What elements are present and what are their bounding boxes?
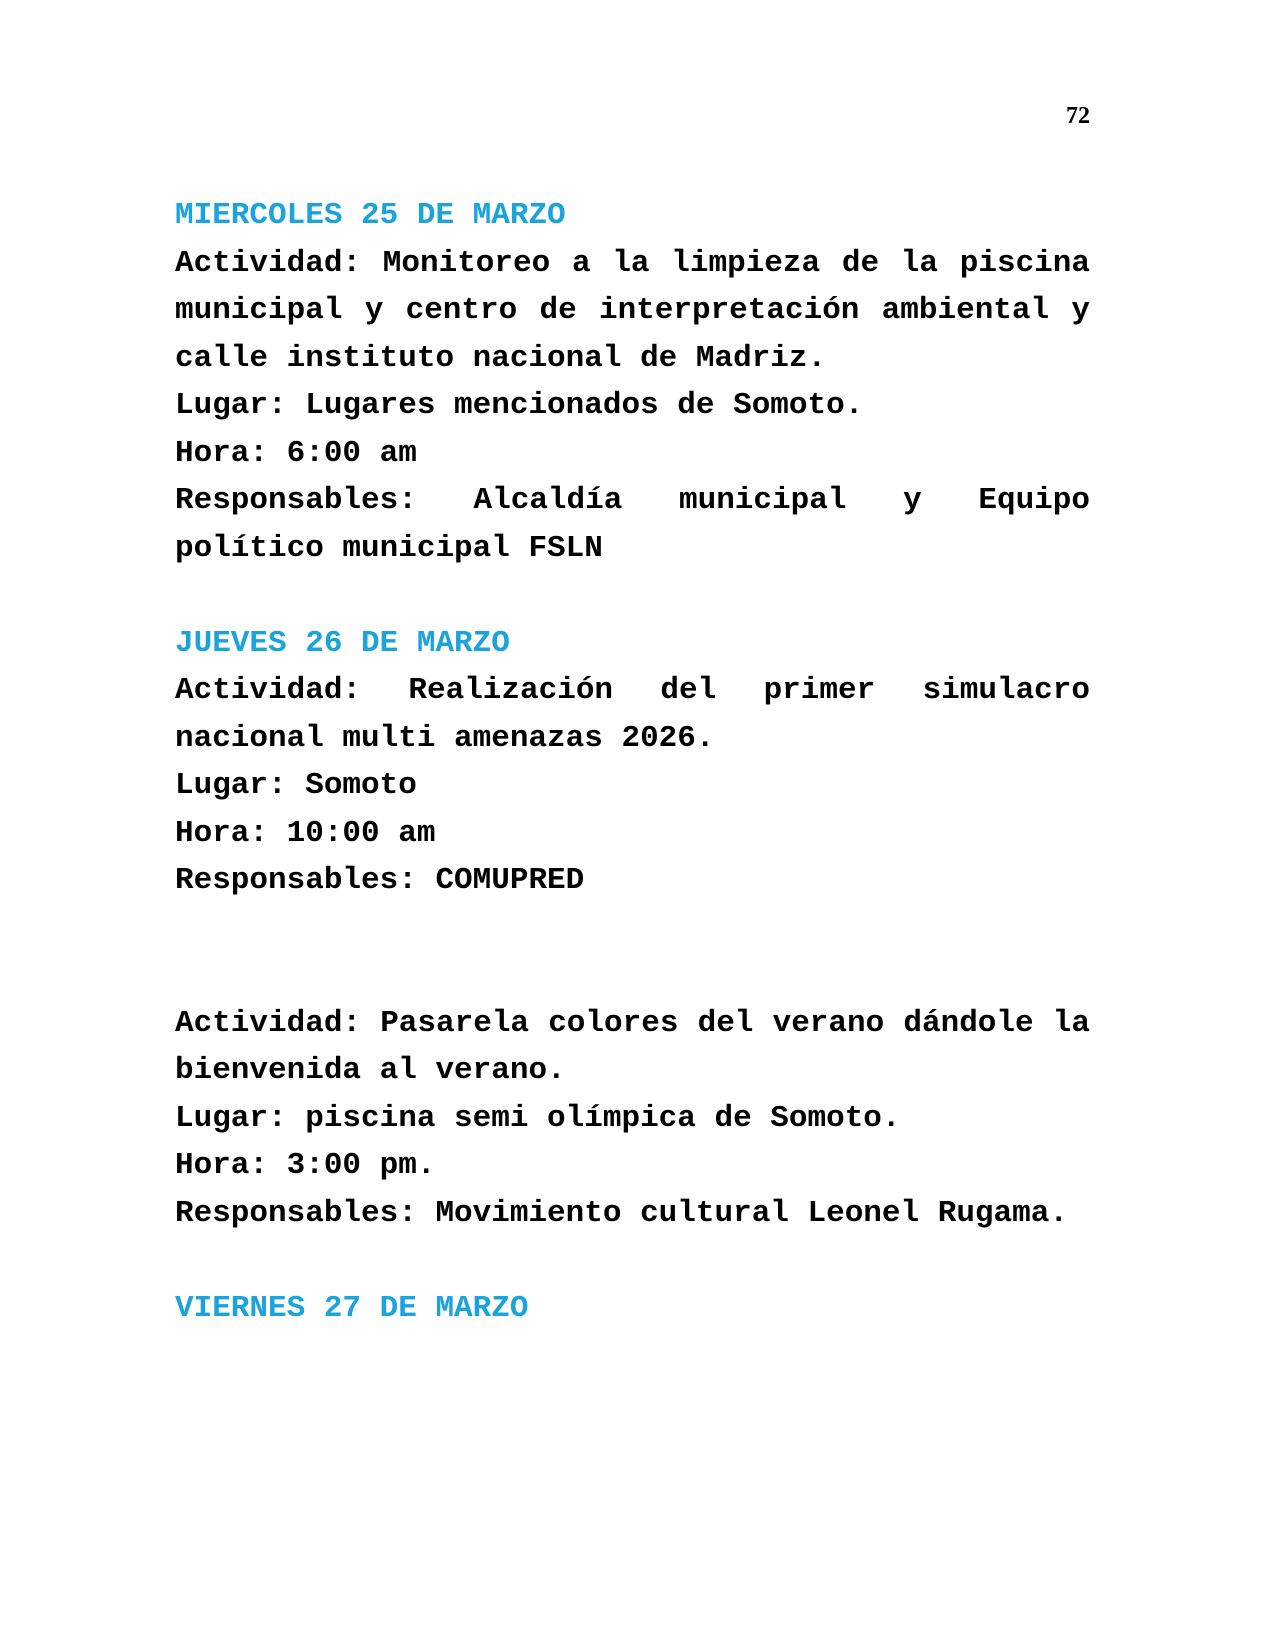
activity-place: Lugar: piscina semi olímpica de Somoto. [175,1100,901,1136]
page-number: 72 [1066,103,1090,129]
day-section-miercoles-25 [175,192,1090,572]
activity-responsible: Responsables: Movimiento cultural Leonel Rugama. [175,1195,1068,1231]
activity-description: Actividad: Realización del primer simulacro nacional multi amenazas 2026. [175,673,1090,756]
activity-responsible: Responsables: COMUPRED [175,863,585,898]
day-section-jueves-26 [175,620,1090,1238]
day-heading: MIERCOLES 25 DE MARZO [175,198,566,233]
activity-time: Hora: 6:00 am [175,435,417,471]
section-spacer [175,572,1090,620]
activity-description: Actividad: Pasarela colores del verano dándole la bienvenida al verano. [175,1005,1090,1088]
schedule-content [175,192,1090,1332]
activity-entry [175,1000,1090,1238]
activity-place: Lugar: Lugares mencionados de Somoto. [175,388,864,423]
section-spacer [175,1237,1090,1285]
day-heading: VIERNES 27 DE MARZO [175,1290,529,1326]
activity-spacer [175,905,1090,1000]
day-heading: JUEVES 26 DE MARZO [175,625,510,661]
activity-time: Hora: 3:00 pm. [175,1148,436,1183]
activity-time: Hora: 10:00 am [175,815,436,851]
activity-place: Lugar: Somoto [175,768,417,803]
activity-entry [175,667,1090,905]
activity-entry [175,240,1090,573]
day-section-viernes-27 [175,1285,1090,1333]
activity-description: Actividad: Monitoreo a la limpieza de la piscina municipal y centro de interpretación ambiental y calle instituto nacional de Madriz. [175,245,1090,376]
activity-responsible: Responsables: Alcaldía municipal y Equipo político municipal FSLN [175,483,1090,566]
